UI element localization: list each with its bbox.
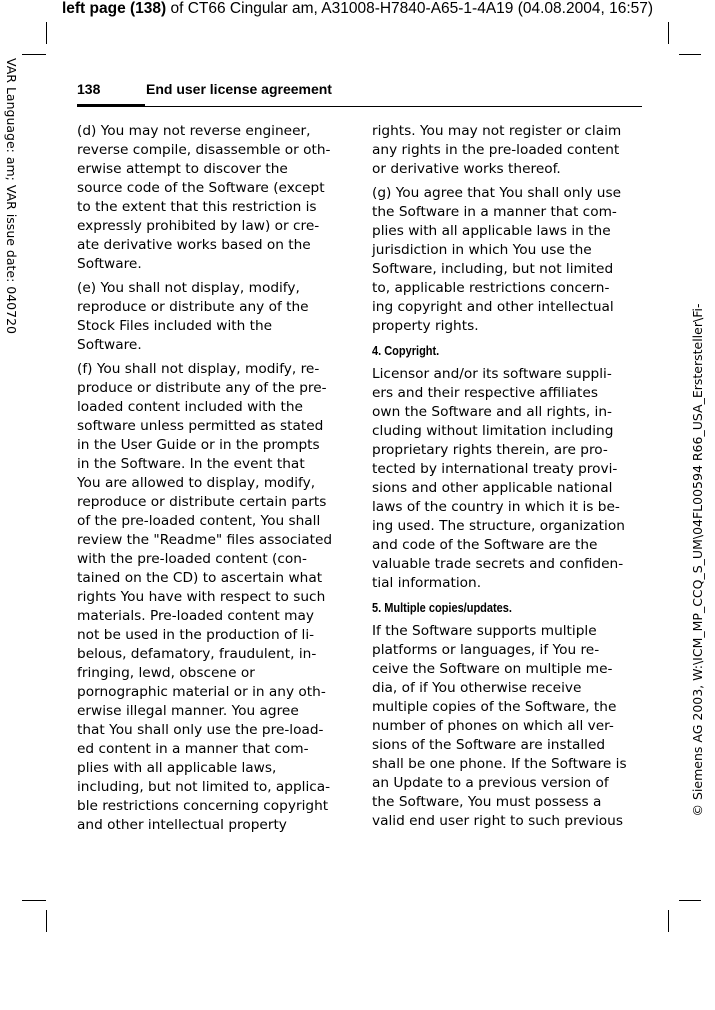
text-line: tected by international treaty provi- — [372, 461, 618, 477]
text-line: ed content in a manner that com- — [77, 741, 309, 757]
text-line: in the User Guide or in the prompts — [77, 437, 320, 453]
text-line: rights You have with respect to such — [77, 589, 326, 605]
text-line: ble restrictions concerning copyright — [77, 798, 329, 814]
text-line: pornographic material or in any oth- — [77, 684, 326, 700]
text-line: that You shall only use the pre-load- — [77, 722, 324, 738]
text-line: property rights. — [372, 318, 479, 334]
text-line: (f) You shall not display, modify, re- — [77, 361, 320, 377]
text-line: own the Software and all rights, in- — [372, 404, 612, 420]
text-line: software unless permitted as stated — [77, 418, 324, 434]
text-line: including, but not limited to, applica- — [77, 779, 331, 795]
text-line: proprietary rights therein, are pro- — [372, 442, 608, 458]
text-line: dia, of if You otherwise receive — [372, 680, 582, 696]
text-line: tial information. — [372, 575, 482, 591]
text-line: valid end user right to such previous — [372, 813, 623, 829]
text-line: the Software, You must possess a — [372, 794, 602, 810]
text-line: erwise attempt to discover the — [77, 161, 288, 177]
text-line: platforms or languages, if You re- — [372, 642, 600, 658]
text-line: produce or distribute any of the pre- — [77, 380, 327, 396]
text-line: belous, defamatory, fraudulent, in- — [77, 646, 317, 662]
text-line: ers and their respective affiliates — [372, 385, 598, 401]
text-line: an Update to a previous version of — [372, 775, 609, 791]
crop-mark-bottom-right-vertical — [668, 910, 669, 932]
text-line: review the "Readme" files associated — [77, 532, 333, 548]
text-line: with the pre-loaded content (con- — [77, 551, 307, 567]
text-line: reproduce or distribute certain parts — [77, 494, 327, 510]
text-line: valuable trade secrets and confiden- — [372, 556, 624, 572]
text-line: ceive the Software on multiple me- — [372, 661, 613, 677]
print-job-details: of CT66 Cingular am, A31008-H7840-A65-1-4A19 (04.08.2004, 16:57) — [166, 0, 654, 17]
text-line: If the Software supports multiple — [372, 623, 597, 639]
text-line: loaded content included with the — [77, 399, 303, 415]
text-line: Stock Files included with the — [77, 318, 273, 334]
text-line: reproduce or distribute any of the — [77, 299, 309, 315]
text-line: not be used in the production of li- — [77, 627, 315, 643]
text-line: Software. — [77, 256, 142, 272]
print-job-page-label: left page (138) — [61, 0, 167, 17]
crop-mark-bottom-left-vertical — [46, 910, 47, 932]
paragraph-e — [77, 279, 345, 355]
heading-multiple-copies: 5. Multiple copies/updates. — [372, 601, 512, 615]
text-line: Software, including, but not limited — [372, 261, 614, 277]
paragraph-f-continued — [372, 122, 640, 179]
text-line: ing used. The structure, organization — [372, 518, 625, 534]
text-line: cluding without limitation including — [372, 423, 614, 439]
heading-copyright: 4. Copyright. — [372, 344, 440, 358]
text-line: shall be one phone. If the Software is — [372, 756, 627, 772]
text-line: erwise illegal manner. You agree — [77, 703, 299, 719]
text-line: the Software in a manner that com- — [372, 204, 617, 220]
text-line: laws of the country in which it is be- — [372, 499, 620, 515]
text-line: rights. You may not register or claim — [372, 123, 622, 139]
text-line: ing copyright and other intellectual — [372, 299, 614, 315]
crop-mark-top-right-horizontal — [679, 54, 701, 55]
text-line: and code of the Software are the — [372, 537, 598, 553]
text-line: Software. — [77, 337, 142, 353]
print-job-header — [0, 0, 715, 20]
paragraph-d — [77, 122, 345, 274]
text-line: (g) You agree that You shall only use — [372, 185, 622, 201]
page-number: 138 — [77, 81, 101, 97]
text-line: any rights in the pre-loaded content — [372, 142, 620, 158]
text-line: source code of the Software (except — [77, 180, 325, 196]
text-line: (d) You may not reverse engineer, — [77, 123, 311, 139]
text-line: materials. Pre-loaded content may — [77, 608, 314, 624]
text-line: to, applicable restrictions concern- — [372, 280, 610, 296]
var-language-sidebar: VAR Language: am; VAR issue date: 040720 — [4, 58, 19, 334]
text-line: plies with all applicable laws, — [77, 760, 277, 776]
copyright-path-sidebar: © Siemens AG 2003, W:\ICM_MP_CCQ_S_UM\04FL00594 R66_USA_Erstersteller\Fi- — [690, 303, 705, 817]
text-line: of the pre-loaded content, You shall — [77, 513, 321, 529]
paragraph-f — [77, 360, 345, 835]
text-line: fringing, lewd, obscene or — [77, 665, 255, 681]
running-title: End user license agreement — [146, 81, 332, 97]
crop-mark-top-right-vertical — [668, 22, 669, 44]
paragraph-g — [372, 184, 640, 336]
text-line: number of phones on which all ver- — [372, 718, 614, 734]
text-line: to the extent that this restriction is — [77, 199, 317, 215]
text-line: jurisdiction in which You use the — [372, 242, 592, 258]
text-line: You are allowed to display, modify, — [77, 475, 316, 491]
text-line: (e) You shall not display, modify, — [77, 280, 300, 296]
text-line: in the Software. In the event that — [77, 456, 305, 472]
crop-mark-top-left-vertical — [46, 22, 47, 44]
crop-mark-bottom-left-horizontal — [22, 900, 46, 901]
text-line: Licensor and/or its software suppli- — [372, 366, 612, 382]
left-column — [77, 122, 345, 840]
text-line: expressly prohibited by law) or cre- — [77, 218, 320, 234]
paragraph-copyright — [372, 365, 640, 593]
header-rule — [77, 106, 642, 107]
text-line: sions and other applicable national — [372, 480, 613, 496]
text-line: or derivative works thereof. — [372, 161, 561, 177]
text-line: plies with all applicable laws in the — [372, 223, 611, 239]
paragraph-multiple-copies — [372, 622, 640, 831]
text-line: sions of the Software are installed — [372, 737, 606, 753]
text-line: ate derivative works based on the — [77, 237, 311, 253]
crop-mark-top-left-horizontal — [22, 54, 46, 55]
text-line: multiple copies of the Software, the — [372, 699, 617, 715]
text-line: tained on the CD) to ascertain what — [77, 570, 323, 586]
right-column — [372, 122, 640, 836]
text-line: reverse compile, disassemble or oth- — [77, 142, 331, 158]
text-line: and other intellectual property — [77, 817, 287, 833]
